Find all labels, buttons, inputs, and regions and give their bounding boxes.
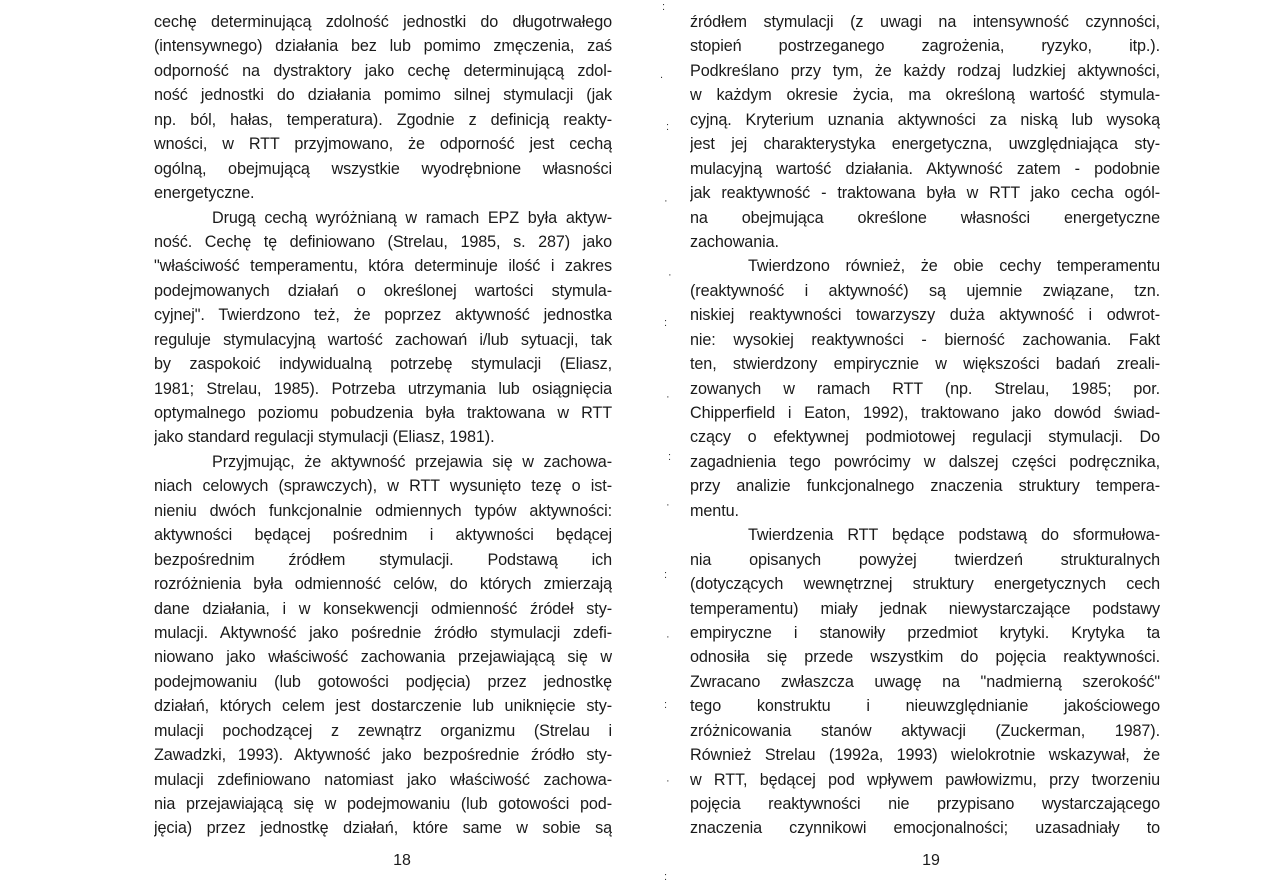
text-line: mulacji. Aktywność jako pośrednie źródło stymulacji zdefi- — [154, 623, 612, 642]
text-line: zagadnienia tego powrócimy w dalszej części podręcznika, — [690, 452, 1160, 471]
text-line: źródłem stymulacji (z uwagi na intensywność czynności, — [690, 13, 1160, 31]
text-line: cyjną. Kryterium uznania aktywności za niską lub wysoką — [690, 110, 1160, 129]
text-line: zachowania. — [690, 232, 779, 251]
text-line: ogólną, obejmującą wszystkie wyodrębnione własności — [154, 159, 612, 178]
text-line: wności, w RTT przyjmowano, że odporność jest cechą — [154, 135, 612, 154]
text-line: aktywności będącej pośrednim i aktywności będącej — [154, 526, 612, 545]
text-line: zowanych w ramach RTT (np. Strelau, 1985; por. — [690, 379, 1160, 398]
right-page-text — [690, 10, 1160, 841]
text-line: działań, których celem jest dostarczenie lub uniknięcie sty- — [154, 697, 612, 716]
text-line: podejmowanych działań o określonej wartości stymula- — [154, 281, 612, 300]
text-line: jako standard regulacji stymulacji (Eliasz, 1981). — [154, 428, 495, 447]
text-line: nie: wysokiej reaktywności - bierność zachowania. Fakt — [690, 330, 1160, 349]
text-line: (dotyczących wewnętrznej struktury energetycznych cech — [690, 575, 1160, 594]
text-line: mulacji pochodzącej z zewnątrz organizmu (Strelau i — [154, 721, 612, 740]
text-line: energetyczne. — [154, 184, 255, 203]
text-line: Chipperfield i Eaton, 1992), traktowano jako dowód świad- — [690, 404, 1160, 422]
text-line: jak reaktywność - traktowana była w RTT jako cecha ogól- — [690, 184, 1160, 203]
text-line: (intensywnego) działania bez lub pomimo zmęczenia, zaś — [154, 37, 612, 56]
text-line: Podkreślano przy tym, że każdy rodzaj ludzkiej aktywności, — [690, 61, 1160, 80]
text-line: niskiej reaktywności towarzyszy duża aktywność i odwrot- — [690, 306, 1160, 325]
text-line: czący o efektywnej podmiotowej regulacji stymulacji. Do — [690, 428, 1160, 447]
text-line: podejmowaniu (lub gotowości podjęcia) przez jednostkę — [154, 672, 612, 691]
text-line: ność. Cechę tę definiowano (Strelau, 1985, s. 287) jako — [154, 232, 612, 251]
text-line: znaczenia czynnikowi emocjonalności; uzasadniały to — [690, 819, 1160, 838]
right-page-number: 19 — [922, 852, 940, 869]
text-line: na obejmująca określone własności energetyczne — [690, 208, 1160, 227]
text-line: Przyjmując, że aktywność przejawia się w zachowa- — [212, 452, 612, 471]
text-line: Twierdzenia RTT będące podstawą do sformułowa- — [748, 526, 1160, 545]
text-line: niach celowych (sprawczych), w RTT wysunięto tezę o ist- — [154, 477, 612, 496]
text-line: jęcia) przez jednostkę działań, które same w sobie są — [154, 819, 612, 838]
text-line: by zaspokoić indywidualną potrzebę stymulacji (Eliasz, — [154, 355, 612, 374]
text-line: nia przejawiającą się w podejmowaniu (lub gotowości pod- — [154, 795, 612, 813]
text-line: empiryczne i stanowiły przedmiot krytyki. Krytyka ta — [690, 623, 1160, 642]
book-gutter-scan-specks: : . : · · : · : · : · : · : — [660, 1, 672, 883]
text-line: bezpośrednim źródłem stymulacji. Podstawą ich — [154, 550, 612, 569]
left-page-number: 18 — [393, 852, 411, 869]
text-line: tego konstruktu i nieuwzględnianie jakościowego — [690, 697, 1160, 716]
text-line: cyjnej". Twierdzono też, że poprzez aktywność jednostka — [154, 306, 612, 325]
text-line: ten, stwierdzony empirycznie w większości badań zreali- — [690, 355, 1160, 374]
text-line: temperamentu) miały jednak niewystarczające podstawy — [690, 599, 1160, 618]
text-line: jest jej charakterystyka energetyczna, uwzględniająca sty- — [690, 135, 1160, 154]
text-line: 1981; Strelau, 1985). Potrzeba utrzymania lub osiągnięcia — [154, 379, 612, 398]
text-line: np. ból, hałas, temperatura). Zgodnie z definicją reakty- — [154, 110, 612, 129]
text-line: odnosiła się przede wszystkim do pojęcia reaktywności. — [690, 648, 1160, 667]
text-line: Zawadzki, 1993). Aktywność jako bezpośrednie źródło sty- — [154, 746, 612, 765]
text-line: optymalnego poziomu pobudzenia była traktowana w RTT — [154, 404, 612, 422]
text-line: nia opisanych powyżej twierdzeń strukturalnych — [690, 550, 1160, 569]
text-line: (reaktywność i aktywność) są ujemnie związane, tzn. — [690, 281, 1160, 300]
text-line: Twierdzono również, że obie cechy temperamentu — [748, 257, 1160, 276]
text-line: cechę determinującą zdolność jednostki do długotrwałego — [154, 13, 612, 31]
text-line: mulacyjną wartość działania. Aktywność zatem - podobnie — [690, 159, 1160, 178]
right-page — [640, 0, 1263, 893]
text-line: mulacji zdefiniowano natomiast jako właściwość zachowa- — [154, 770, 612, 789]
text-line: nieniu dwóch funkcjonalnie odmiennych typów aktywności: — [154, 501, 612, 520]
text-line: Drugą cechą wyróżnianą w ramach EPZ była aktyw- — [212, 208, 612, 227]
text-line: Zwracano zwłaszcza uwagę na "nadmierną szerokość" — [690, 672, 1160, 691]
text-line: odporność na dystraktory jako cechę determinującą zdol- — [154, 61, 612, 80]
text-line: rozróżnienia była odmienność celów, do których zmierzają — [154, 575, 612, 594]
text-line: "właściwość temperamentu, która determinuje ilość i zakres — [154, 257, 612, 276]
text-line: w RTT, będącej pod wpływem pawłowizmu, przy tworzeniu — [690, 770, 1160, 789]
left-page-text — [154, 10, 612, 841]
text-line: reguluje stymulacyjną wartość zachowań i/lub sytuacji, tak — [154, 330, 612, 349]
text-line: niowano jako właściwość zachowania przejawiającą się w — [154, 648, 612, 667]
text-line: ność jednostki do działania pomimo silnej stymulacji (jak — [154, 86, 612, 105]
text-line: zróżnicowania stanów aktywacji (Zuckerman, 1987). — [690, 721, 1160, 740]
text-line: pojęcia reaktywności nie przypisano wystarczającego — [690, 795, 1160, 813]
text-line: stopień postrzeganego zagrożenia, ryzyko, itp.). — [690, 37, 1160, 56]
text-line: mentu. — [690, 501, 739, 520]
text-line: przy analizie funkcjonalnego znaczenia struktury tempera- — [690, 477, 1160, 496]
text-line: w każdym okresie życia, ma określoną wartość stymula- — [690, 86, 1160, 105]
text-line: Również Strelau (1992a, 1993) wielokrotnie wskazywał, że — [690, 746, 1160, 765]
text-line: dane działania, i w konsekwencji odmienność źródeł sty- — [154, 599, 612, 618]
